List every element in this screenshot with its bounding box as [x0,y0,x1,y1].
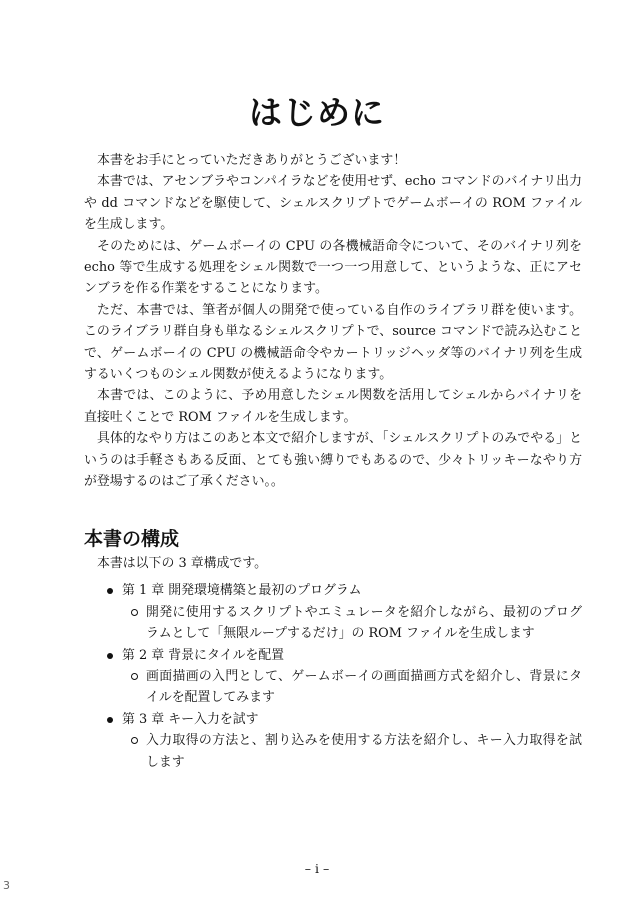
viewer-page-index: 3 [3,879,10,892]
chapter-detail-1 [122,602,582,645]
chapter-list-item-3 [84,709,582,773]
chapter-1-details [122,602,582,645]
chapter-detail-text-3: 入力取得の方法と、割り込みを使用する方法を紹介し、キー入力取得を試します [146,733,582,770]
chapter-title-2: 第 2 章 背景にタイルを配置 [122,647,285,663]
bullet-icon [107,653,113,659]
circle-bullet-icon [131,737,138,744]
introduction-text [84,150,582,493]
chapter-detail-2 [122,666,582,709]
bullet-icon [107,588,113,594]
intro-paragraph-1: 本書をお手にとっていただきありがとうございます！ [97,153,407,168]
page-title: はじめに [249,93,385,133]
intro-paragraph-4: ただ、本書では、筆者が個人の開発で使っている自作のライブラリ群を使います。このライブラリ群自身も単なるシェルスクリプトで、source コマンドで読み込むことで、ゲームボーイの CPU の機械語命令やカートリッジヘッダ等のバイナリ列を生成するいくつものシェル関数が使えるようになります。 [84,302,582,383]
page-number-footer: – i – [304,861,330,876]
chapter-title-3: 第 3 章 キー入力を試す [122,711,259,727]
chapter-list-item-1 [84,580,582,644]
chapter-detail-text-2: 画面描画の入門として、ゲームボーイの画面描画方式を紹介し、背景にタイルを配置してみます [146,669,582,706]
chapter-2-details [122,666,582,709]
intro-paragraph-2: 本書では、アセンブラやコンパイラなどを使用せず、echo コマンドのバイナリ出力や dd コマンドなどを駆使して、シェルスクリプトでゲームボーイの ROM ファイルを生成します。 [84,174,582,233]
intro-paragraph-5: 本書では、このように、予め用意したシェル関数を活用してシェルからバイナリを直接吐くことで ROM ファイルを生成します。 [84,388,582,425]
intro-paragraph-6: 具体的なやり方はこのあと本文で紹介しますが、「シェルスクリプトのみでやる」というのは手軽さもある反面、とても強い縛りでもあるので、少々トリッキーなやり方が登場するのはご了承ください。。 [84,431,582,490]
chapter-3-details [122,730,582,773]
structure-intro-text: 本書は以下の 3 章構成です。 [97,556,268,571]
chapter-detail-3 [122,730,582,773]
section-heading-book-structure: 本書の構成 [84,527,180,550]
chapter-list [84,580,582,773]
bullet-icon [107,717,113,723]
chapter-list-item-2 [84,645,582,709]
circle-bullet-icon [131,673,138,680]
chapter-detail-text-1: 開発に使用するスクリプトやエミュレータを紹介しながら、最初のプログラムとして「無限ループするだけ」の ROM ファイルを生成します [146,604,582,642]
chapter-title-1: 第 1 章 開発環境構築と最初のプログラム [122,583,362,599]
circle-bullet-icon [131,609,138,616]
book-structure-section [84,553,582,773]
intro-paragraph-3: そのためには、ゲームボーイの CPU の各機械語命令について、そのバイナリ列を echo 等で生成する処理をシェル関数で一つ一つ用意して、というような、正にアセンブラを作る作業をすることになります。 [84,238,582,297]
